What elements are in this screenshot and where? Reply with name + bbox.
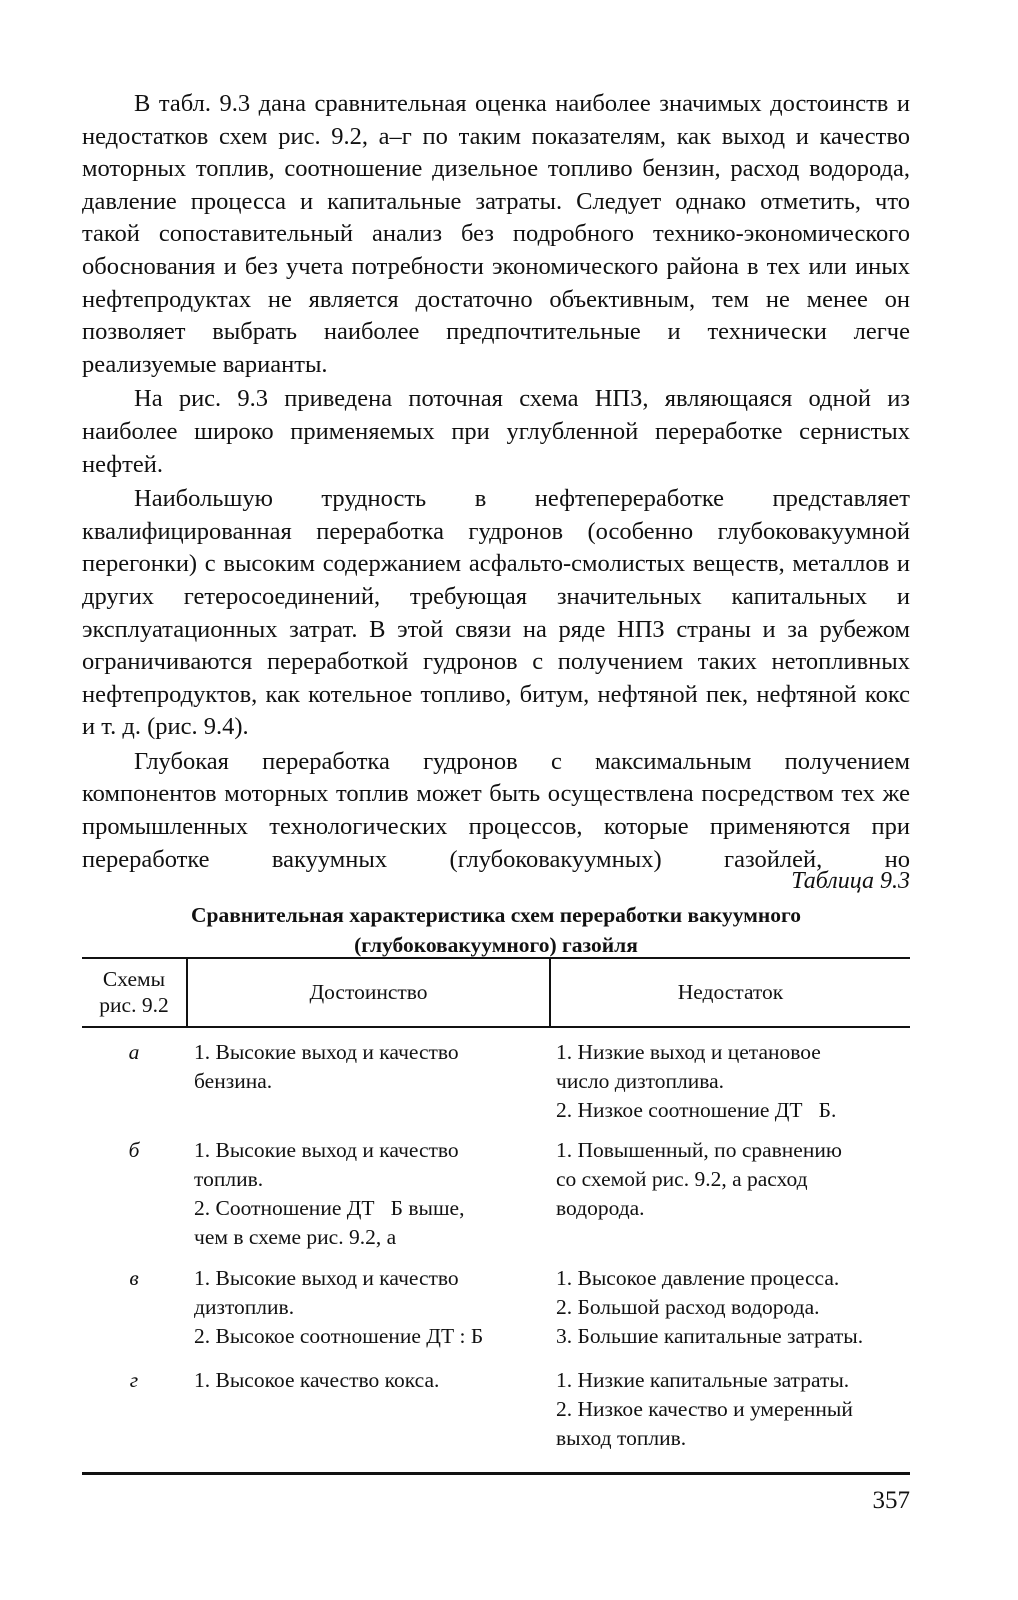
header-scheme-line-1: Схемы [102,967,166,991]
cell-line: 1. Высокие выход и качество [194,1040,459,1064]
header-disadvantage: Недостаток [677,980,784,1004]
paragraph-2: На рис. 9.3 приведена поточная схема НПЗ, являющаяся одной из наиболее широко применяемых при углубленной переработке сернистых нефтей. [82,385,910,478]
table-title [82,900,910,960]
cell-line: 2. Высокое соотношение ДТ : Б [194,1324,484,1348]
cell-line: выход топлив. [556,1426,687,1450]
cell-line: чем в схеме рис. 9.2, а [194,1225,397,1249]
row-scheme: б [128,1138,140,1162]
table-title-line-2: (глубоковакуумного) газойля [354,933,638,957]
row-advantages [194,1366,549,1395]
cell-line: 1. Низкие капитальные затраты. [556,1368,850,1392]
row-advantages [194,1264,549,1351]
cell-line: 2. Низкое соотношение ДТ Б. [556,1098,837,1122]
paragraph-3: Наибольшую трудность в нефтепереработке представляет квалифицированная переработка гудронов (особенно глубоковакуумной перегонки) с высоким содержанием асфальто-смолистых веществ, металлов и других гетеросоединений, требующая значительных капитальных и эксплуатационных затрат. В этой связи на ряде НПЗ страны и за рубежом ограничиваются переработкой гудронов с получением таких нетопливных нефтепродуктов, как котельное топливо, битум, нефтяной пек, нефтяной кокс и т. д. (рис. 9.4). [82,485,910,741]
body-text [82,88,910,878]
cell-line: 1. Повышенный, по сравнению [556,1138,842,1162]
cell-line: 1. Высокие выход и качество [194,1138,459,1162]
paragraph-1: В табл. 9.3 дана сравнительная оценка наиболее значимых достоинств и недостатков схем рис. 9.2, а–г по таким показателям, как выход и качество моторных топлив, соотношение дизельное топливо бензин, расход водорода, давление процесса и капитальные затраты. Следует однако отметить, что такой сопоставительный анализ без подробного технико-экономического обоснования и без учета потребности экономического района в тех или иных нефтепродуктах не является достаточно объективным, тем не менее он позволяет выбрать наиболее предпочтительные и технически легче реализуемые варианты. [82,90,910,378]
table-bottom-rule [82,1472,910,1475]
header-scheme [82,957,186,1027]
table-title-line-1: Сравнительная характеристика схем переработки вакуумного [191,903,801,927]
header-advantage: Достоинство [309,980,428,1004]
row-advantages [194,1038,549,1096]
row-advantages [194,1136,549,1252]
cell-line: со схемой рис. 9.2, а расход [556,1167,808,1191]
cell-line: 1. Высокое давление процесса. [556,1266,840,1290]
header-scheme-line-2: рис. 9.2 [99,993,169,1017]
row-disadvantages [556,1366,910,1453]
table-header-rule [82,1026,910,1028]
row-scheme: г [129,1368,139,1392]
row-disadvantages [556,1136,910,1223]
cell-line: 1. Высокие выход и качество [194,1266,459,1290]
cell-line: 2. Низкое качество и умеренный [556,1397,853,1421]
cell-line: топлив. [194,1167,264,1191]
paragraph-4: Глубокая переработка гудронов с максимальным получением компонентов моторных топлив может быть осуществлена посредством тех же промышленных технологических процессов, которые применяются при переработке вакуумных (глубоковакуумных) газойлей, но [82,747,910,873]
cell-line: бензина. [194,1069,273,1093]
row-disadvantages [556,1264,910,1351]
cell-line: 2. Большой расход водорода. [556,1295,820,1319]
row-disadvantages [556,1038,910,1125]
cell-line: число дизтоплива. [556,1069,725,1093]
cell-line: 3. Большие капитальные затраты. [556,1324,864,1348]
cell-line: дизтоплив. [194,1295,295,1319]
cell-line: водорода. [556,1196,645,1220]
row-scheme: в [129,1266,139,1290]
page-number: 357 [872,1487,910,1514]
cell-line: 1. Низкие выход и цетановое [556,1040,821,1064]
cell-line: 1. Высокое качество кокса. [194,1368,440,1392]
table-label: Таблица 9.3 [791,868,910,894]
row-scheme: а [128,1040,140,1064]
cell-line: 2. Соотношение ДТ Б выше, [194,1196,465,1220]
